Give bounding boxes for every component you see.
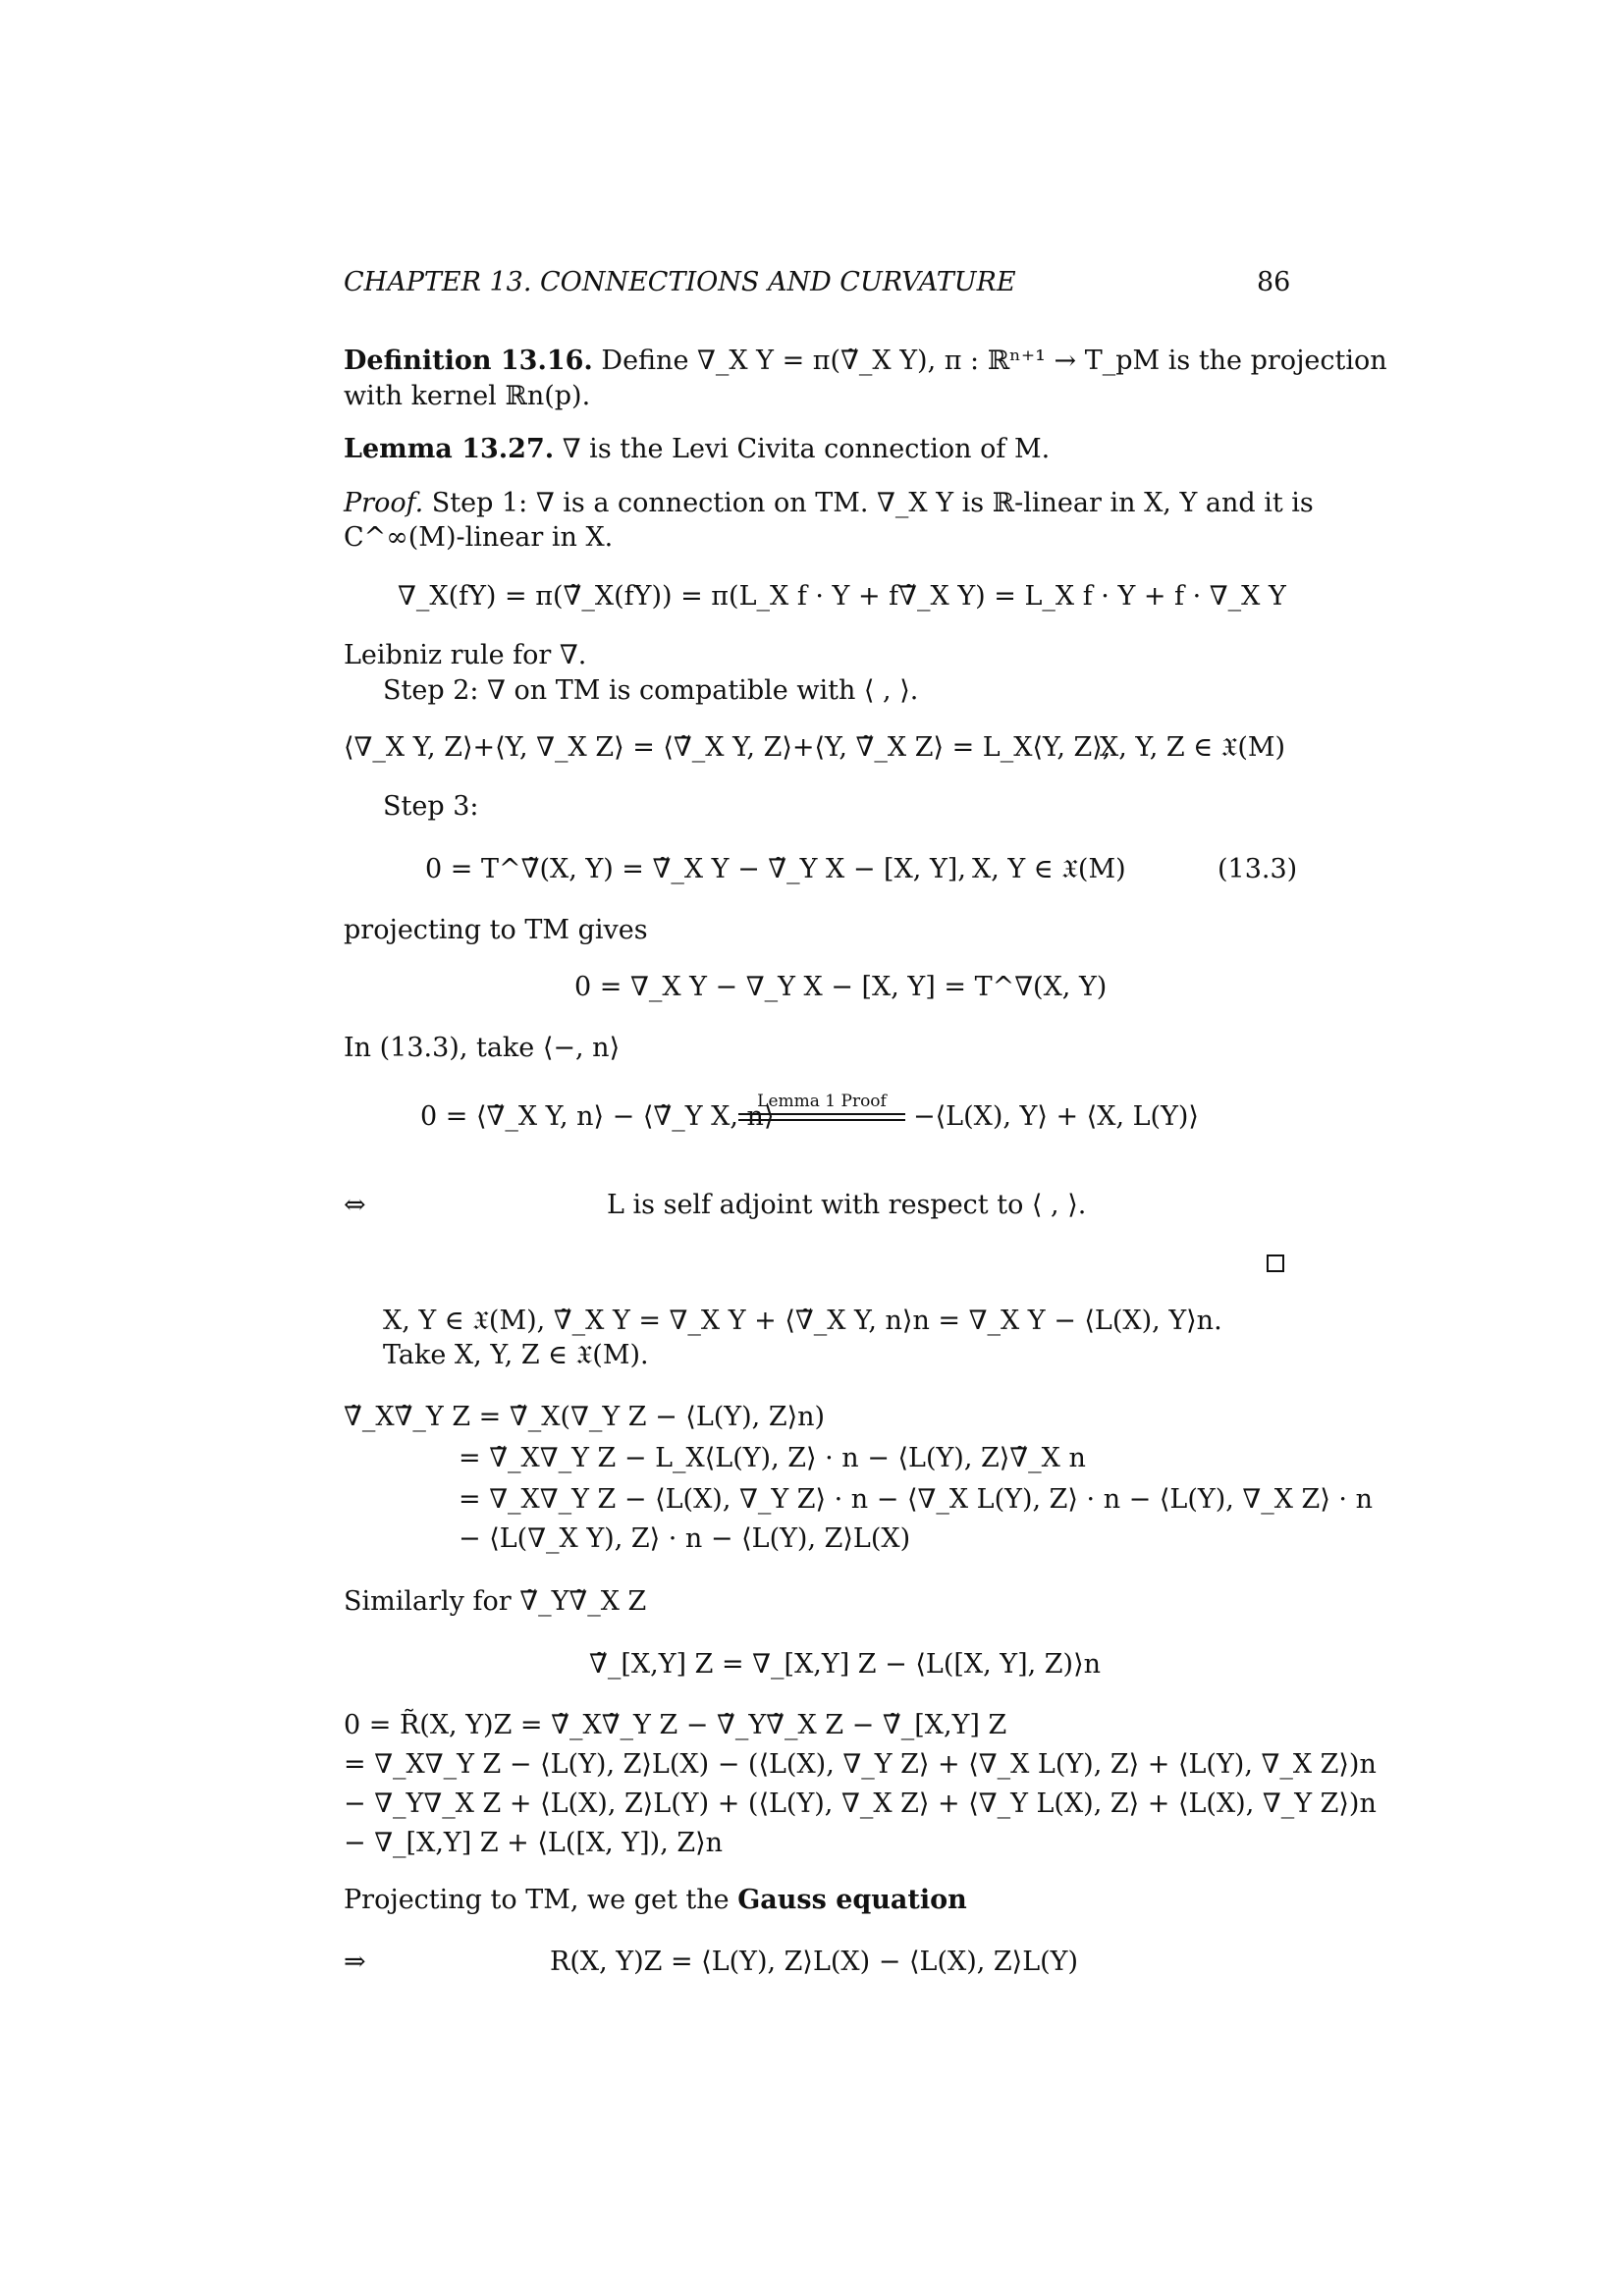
qed-box: [1267, 1255, 1284, 1272]
page-number: 86: [1257, 267, 1291, 297]
gauss-intro: [344, 1885, 967, 1915]
step3-text: Step 3:: [383, 791, 479, 822]
align2-row-1: 0 = R̃(X, Y)Z = ∇̃_X∇̃_Y Z − ∇̃_Y∇̃_X Z − ∇̃_[X,Y] Z: [344, 1710, 1007, 1740]
equation-self-adjoint-right: −⟨L(X), Y⟩ + ⟨X, L(Y)⟩: [913, 1101, 1199, 1132]
equation-tag-13-3: (13.3): [1218, 854, 1298, 884]
take-xyz-line: Take X, Y, Z ∈ 𝔛(M).: [383, 1340, 649, 1370]
double-equals-bottom: [738, 1119, 905, 1121]
definition-label: Definition 13.16.: [344, 346, 593, 376]
arrow-annotation: Lemma 1 Proof: [757, 1092, 887, 1111]
definition-line-2: with kernel ℝn(p).: [344, 381, 591, 411]
align2-row-4: − ∇_[X,Y] Z + ⟨L([X, Y]), Z⟩n: [344, 1828, 724, 1858]
proof-step1: Step 1: ∇ is a connection on TM. ∇_X Y is ℝ-linear in X, Y and it is: [431, 488, 1314, 518]
equation-torsion: 0 = T^∇̃(X, Y) = ∇̃_X Y − ∇̃_Y X − [X, Y],: [425, 854, 966, 884]
equation-leibniz: ∇_X(fY) = π(∇̃_X(fY)) = π(L_X f · Y + f∇̃_X Y) = L_X f · Y + f · ∇_X Y: [398, 581, 1286, 612]
step2-text: Step 2: ∇ on TM is compatible with ⟨ , ⟩.: [383, 675, 919, 706]
gauss-equation-label: Gauss equation: [737, 1885, 967, 1915]
equation-compatibility-domain: X, Y, Z ∈ 𝔛(M): [1100, 732, 1286, 763]
align2-row-2: = ∇_X∇_Y Z − ⟨L(Y), Z⟩L(X) − (⟨L(X), ∇_Y Z⟩ + ⟨∇_X L(Y), Z⟩ + ⟨L(Y), ∇_X Z⟩)n: [344, 1749, 1377, 1780]
equation-compatibility: ⟨∇_X Y, Z⟩+⟨Y, ∇_X Z⟩ = ⟨∇̃_X Y, Z⟩+⟨Y, ∇̃_X Z⟩ = L_X⟨Y, Z⟩,: [344, 732, 1111, 763]
gauss-prefix: Projecting to TM, we get the: [344, 1885, 730, 1915]
lemma-statement: [344, 434, 1050, 464]
align1-row-2: = ∇̃_X∇_Y Z − L_X⟨L(Y), Z⟩ · n − ⟨L(Y), Z⟩∇̃_X n: [459, 1443, 1086, 1473]
align1-row-3: = ∇_X∇_Y Z − ⟨L(X), ∇_Y Z⟩ · n − ⟨∇_X L(Y), Z⟩ · n − ⟨L(Y), ∇_X Z⟩ · n: [459, 1484, 1373, 1515]
projecting-text: projecting to TM gives: [344, 915, 648, 945]
double-equals-top: [738, 1113, 905, 1115]
leibniz-rule-text: Leibniz rule for ∇.: [344, 640, 587, 670]
align2-row-3: − ∇_Y∇_X Z + ⟨L(X), Z⟩L(Y) + (⟨L(Y), ∇_X Z⟩ + ⟨∇_Y L(X), Z⟩ + ⟨L(X), ∇_Y Z⟩)n: [344, 1789, 1377, 1819]
lemma-text: ∇ is the Levi Civita connection of M.: [562, 434, 1051, 464]
proof-line-1: [344, 488, 1314, 518]
proof-label: Proof.: [344, 488, 424, 518]
definition-text: Define ∇_X Y = π(∇̃_X Y), π : ℝⁿ⁺¹ → T_pM is the projection: [601, 346, 1387, 376]
proof-line-2: C^∞(M)-linear in X.: [344, 522, 614, 553]
decomposition-line: X, Y ∈ 𝔛(M), ∇̃_X Y = ∇_X Y + ⟨∇̃_X Y, n⟩n = ∇_X Y − ⟨L(X), Y⟩n.: [383, 1306, 1222, 1336]
equation-self-adjoint-left: 0 = ⟨∇̃_X Y, n⟩ − ⟨∇̃_Y X, n⟩: [420, 1101, 775, 1132]
align1-row-4: − ⟨L(∇_X Y), Z⟩ · n − ⟨L(Y), Z⟩L(X): [459, 1523, 911, 1554]
lemma-label: Lemma 13.27.: [344, 434, 555, 464]
implies-symbol: ⇒: [344, 1947, 366, 1977]
equation-bracket-derivative: ∇̃_[X,Y] Z = ∇_[X,Y] Z − ⟨L([X, Y], Z)⟩n: [589, 1649, 1102, 1680]
equation-torsion-domain: X, Y ∈ 𝔛(M): [972, 854, 1126, 884]
gauss-equation: R(X, Y)Z = ⟨L(Y), Z⟩L(X) − ⟨L(X), Z⟩L(Y): [550, 1947, 1079, 1977]
iff-symbol: ⇔: [344, 1190, 366, 1220]
definition-line-1: [344, 346, 1387, 376]
similarly-text: Similarly for ∇̃_Y∇̃_X Z: [344, 1586, 647, 1617]
equation-projected-torsion: 0 = ∇_X Y − ∇_Y X − [X, Y] = T^∇(X, Y): [574, 972, 1108, 1002]
self-adjoint-statement: L is self adjoint with respect to ⟨ , ⟩.: [607, 1190, 1087, 1220]
take-inner-product-text: In (13.3), take ⟨−, n⟩: [344, 1033, 621, 1063]
align1-row-1: ∇̃_X∇̃_Y Z = ∇̃_X(∇_Y Z − ⟨L(Y), Z⟩n): [344, 1402, 826, 1432]
running-title: CHAPTER 13. CONNECTIONS AND CURVATURE: [344, 267, 1016, 297]
